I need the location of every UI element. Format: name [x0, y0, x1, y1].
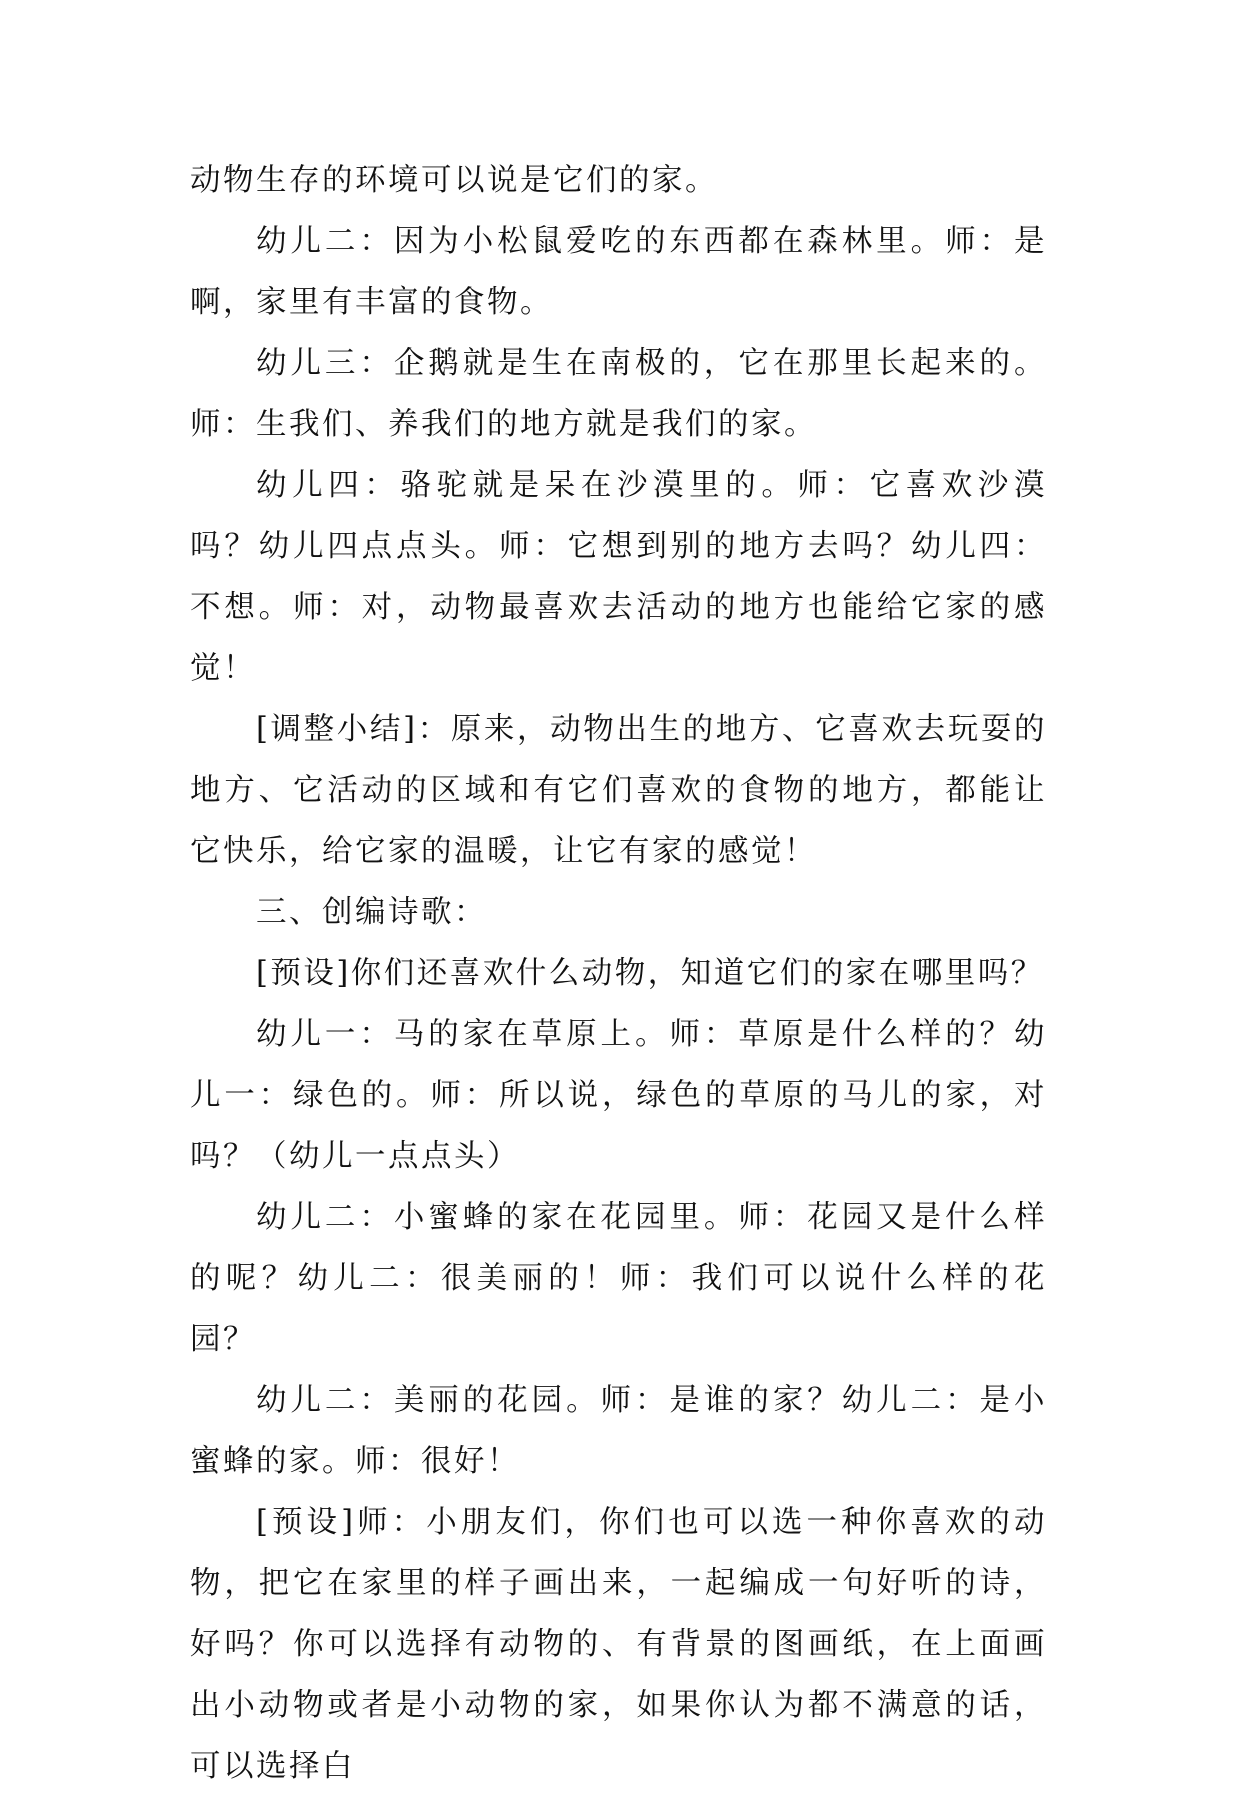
paragraph-8: 幼儿一：马的家在草原上。师：草原是什么样的？幼儿一：绿色的。师：所以说，绿色的草原的马儿的家，对吗？（幼儿一点点头） [190, 1017, 1047, 1174]
paragraph-7: [预设]你们还喜欢什么动物，知道它们的家在哪里吗？ [256, 956, 1044, 991]
paragraph-5: [调整小结]：原来，动物出生的地方、它喜欢去玩耍的地方、它活动的区域和有它们喜欢的食物的地方，都能让它快乐，给它家的温暖，让它有家的感觉！ [190, 712, 1047, 869]
paragraph-10: 幼儿二：美丽的花园。师：是谁的家？幼儿二：是小蜜蜂的家。师：很好！ [190, 1383, 1047, 1479]
document-body [190, 150, 1047, 1797]
section-heading: 三、创编诗歌： [256, 895, 487, 930]
paragraph-11: [预设]师：小朋友们，你们也可以选一种你喜欢的动物，把它在家里的样子画出来，一起编成一句好听的诗，好吗？你可以选择有动物的、有背景的图画纸，在上面画出小动物或者是小动物的家，如果你认为都不满意的话，可以选择白 [190, 1505, 1047, 1784]
paragraph-3: 幼儿三：企鹅就是生在南极的，它在那里长起来的。师：生我们、养我们的地方就是我们的家。 [190, 346, 1047, 442]
paragraph-2: 幼儿二：因为小松鼠爱吃的东西都在森林里。师：是啊，家里有丰富的食物。 [190, 224, 1047, 320]
paragraph-9: 幼儿二：小蜜蜂的家在花园里。师：花园又是什么样的呢？幼儿二：很美丽的！师：我们可以说什么样的花园？ [190, 1200, 1047, 1357]
paragraph-1: 动物生存的环境可以说是它们的家。 [190, 163, 718, 198]
paragraph-4: 幼儿四：骆驼就是呆在沙漠里的。师：它喜欢沙漠吗？幼儿四点点头。师：它想到别的地方去吗？幼儿四：不想。师：对，动物最喜欢去活动的地方也能给它家的感觉！ [190, 468, 1047, 686]
